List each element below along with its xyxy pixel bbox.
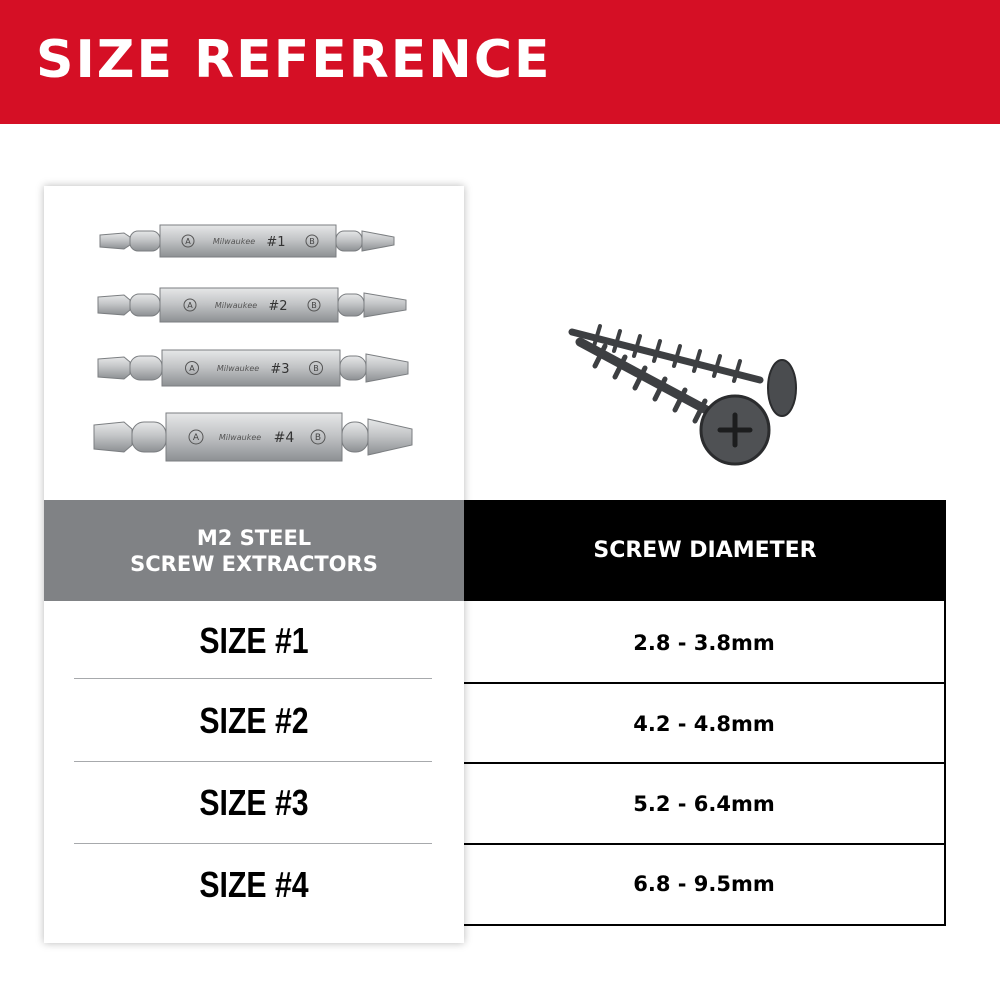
diameter-cell-2: 4.2 - 4.8mm	[633, 712, 775, 736]
bit-brand: Milwaukee	[212, 237, 256, 246]
size-cell-2: SIZE #2	[199, 700, 309, 741]
bit-end-b: B	[311, 301, 317, 310]
bit-brand: Milwaukee	[214, 301, 258, 310]
bit-end-a: A	[189, 364, 195, 373]
bit-brand: Milwaukee	[216, 364, 260, 373]
diameter-cell-4: 6.8 - 9.5mm	[633, 872, 775, 896]
row-divider	[74, 761, 432, 762]
extractors-header	[44, 500, 464, 601]
extractor-bits-image	[44, 186, 464, 500]
diameter-header	[464, 500, 946, 601]
bit-end-b: B	[313, 364, 319, 373]
bit-end-a: A	[185, 237, 191, 246]
bit-label: #3	[270, 362, 290, 377]
bit-end-a: A	[192, 433, 200, 443]
bit-end-b: B	[309, 237, 315, 246]
bit-end-b: B	[314, 433, 322, 443]
drywall-screws-icon	[560, 318, 810, 468]
diameter-header-label: SCREW DIAMETER	[593, 538, 817, 563]
bit-label: #1	[266, 235, 286, 250]
size-cell-4: SIZE #4	[199, 864, 309, 905]
diameter-table	[464, 601, 946, 926]
diameter-cell-1: 2.8 - 3.8mm	[633, 631, 775, 655]
size-cell-1: SIZE #1	[199, 620, 309, 661]
extractors-header-line2: SCREW EXTRACTORS	[130, 551, 378, 576]
bit-end-a: A	[187, 301, 193, 310]
bit-label: #2	[268, 299, 288, 314]
bit-label: #4	[273, 430, 295, 446]
page-title: SIZE REFERENCE	[36, 30, 552, 90]
extractor-bit-4	[94, 413, 412, 461]
row-divider	[74, 843, 432, 844]
extractor-bit-1	[100, 225, 394, 257]
row-divider	[74, 678, 432, 679]
extractor-bit-3	[98, 350, 408, 386]
extractor-bit-2	[98, 288, 406, 322]
bit-brand: Milwaukee	[218, 433, 262, 442]
banner	[0, 0, 1000, 124]
diameter-cell-3: 5.2 - 6.4mm	[633, 792, 775, 816]
extractors-header-line1: M2 STEEL	[196, 525, 312, 550]
size-cell-3: SIZE #3	[199, 782, 309, 823]
